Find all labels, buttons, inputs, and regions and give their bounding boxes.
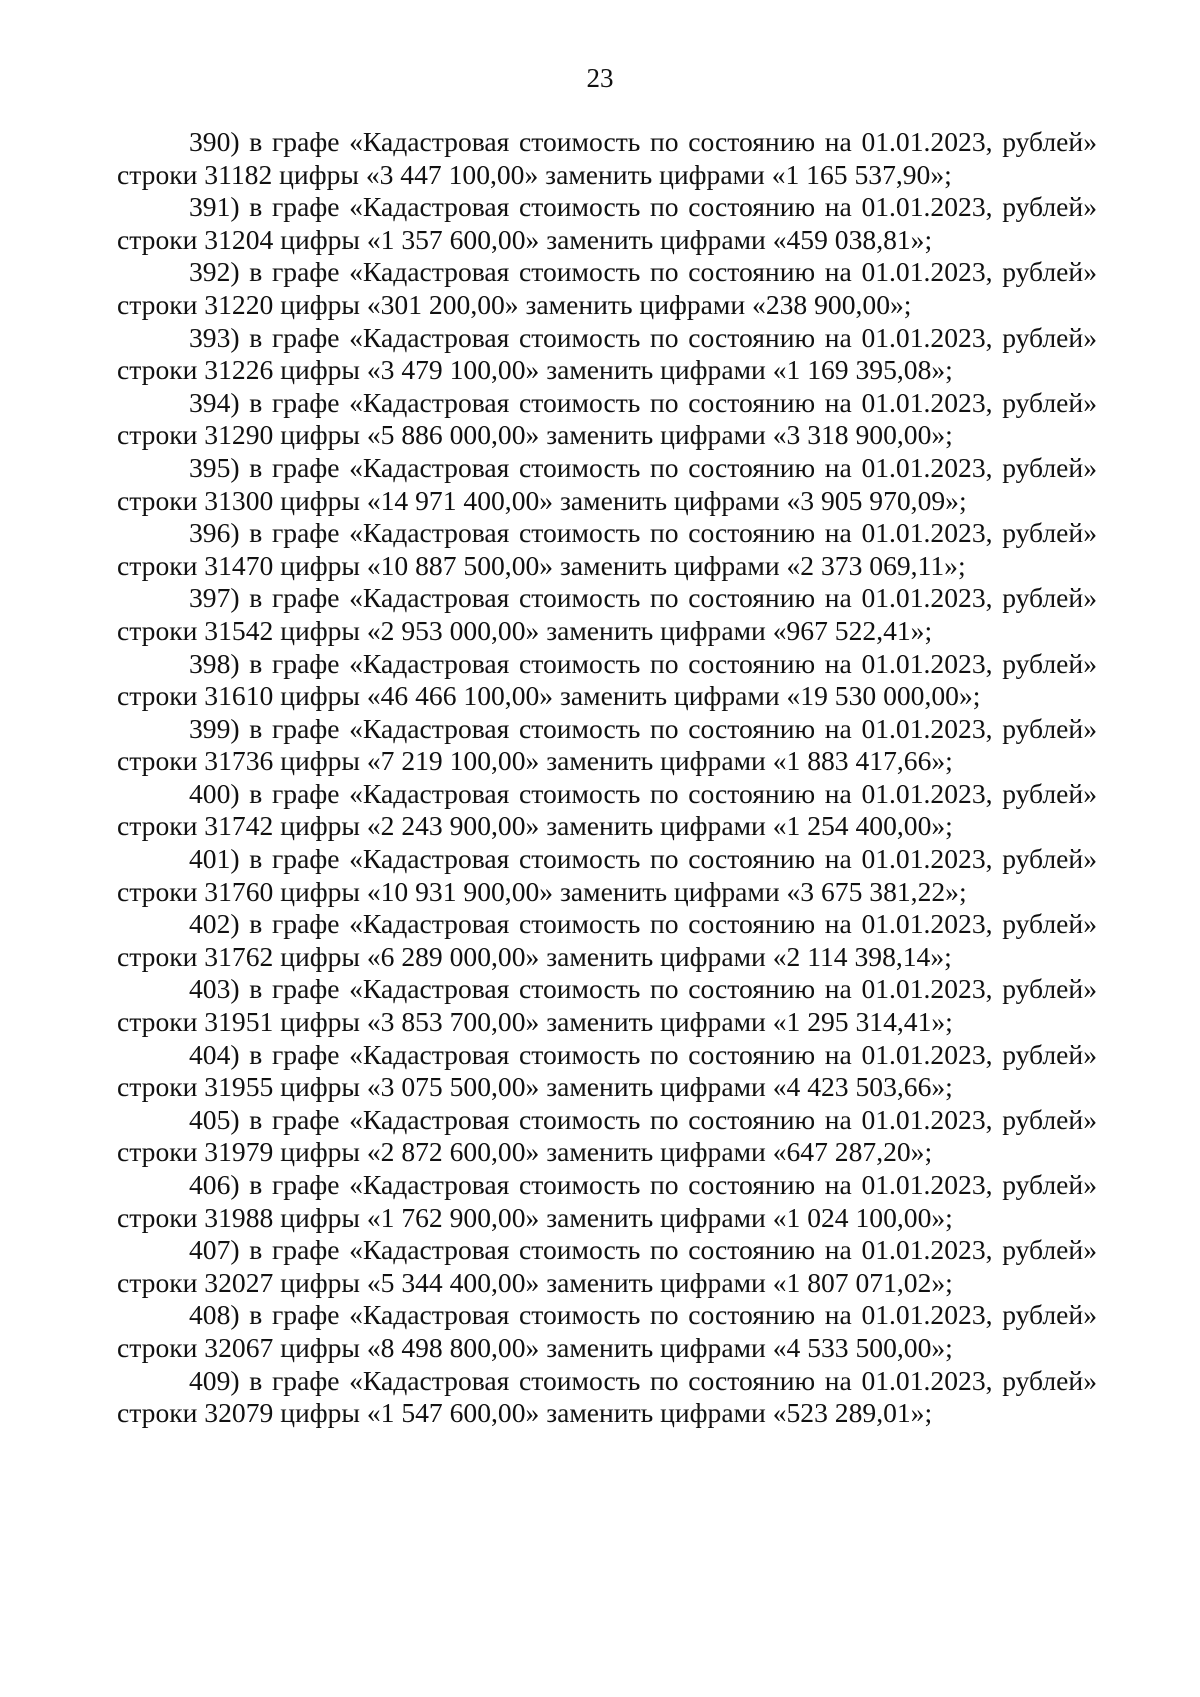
- list-item: 408) в графе «Кадастровая стоимость по состоянию на 01.01.2023, рублей» строки 32067 цифры «8 498 800,00» заменить цифрами «4 533 500,00»;: [117, 1299, 1097, 1363]
- list-item: 391) в графе «Кадастровая стоимость по состоянию на 01.01.2023, рублей» строки 31204 цифры «1 357 600,00» заменить цифрами «459 038,81»;: [117, 191, 1097, 255]
- list-item: 406) в графе «Кадастровая стоимость по состоянию на 01.01.2023, рублей» строки 31988 цифры «1 762 900,00» заменить цифрами «1 024 100,00»;: [117, 1169, 1097, 1233]
- list-item: 400) в графе «Кадастровая стоимость по состоянию на 01.01.2023, рублей» строки 31742 цифры «2 243 900,00» заменить цифрами «1 254 400,00»;: [117, 777, 1097, 842]
- list-item: 403) в графе «Кадастровая стоимость по состоянию на 01.01.2023, рублей» строки 31951 цифры «3 853 700,00» заменить цифрами «1 295 314,41»;: [117, 973, 1097, 1038]
- list-item: 399) в графе «Кадастровая стоимость по состоянию на 01.01.2023, рублей» строки 31736 цифры «7 219 100,00» заменить цифрами «1 883 417,66»;: [117, 712, 1097, 777]
- list-item: 398) в графе «Кадастровая стоимость по состоянию на 01.01.2023, рублей» строки 31610 цифры «46 466 100,00» заменить цифрами «19 530 000,00»;: [117, 647, 1097, 712]
- list-item: 407) в графе «Кадастровая стоимость по состоянию на 01.01.2023, рублей» строки 32027 цифры «5 344 400,00» заменить цифрами «1 807 071,02»;: [117, 1234, 1097, 1298]
- list-item: 409) в графе «Кадастровая стоимость по состоянию на 01.01.2023, рублей» строки 32079 цифры «1 547 600,00» заменить цифрами «523 289,01»;: [117, 1364, 1097, 1429]
- list-item: 396) в графе «Кадастровая стоимость по состоянию на 01.01.2023, рублей» строки 31470 цифры «10 887 500,00» заменить цифрами «2 373 069,11»;: [117, 517, 1097, 581]
- list-item: 390) в графе «Кадастровая стоимость по состоянию на 01.01.2023, рублей» строки 31182 цифры «3 447 100,00» заменить цифрами «1 165 537,90»;: [117, 126, 1097, 190]
- list-item: 402) в графе «Кадастровая стоимость по состоянию на 01.01.2023, рублей» строки 31762 цифры «6 289 000,00» заменить цифрами «2 114 398,14»;: [117, 908, 1097, 972]
- list-item: 394) в графе «Кадастровая стоимость по состоянию на 01.01.2023, рублей» строки 31290 цифры «5 886 000,00» заменить цифрами «3 318 900,00»;: [117, 386, 1097, 451]
- page-number: 23: [586, 63, 614, 93]
- list-item: 405) в графе «Кадастровая стоимость по состоянию на 01.01.2023, рублей» строки 31979 цифры «2 872 600,00» заменить цифрами «647 287,20»;: [117, 1103, 1097, 1168]
- list-item: 401) в графе «Кадастровая стоимость по состоянию на 01.01.2023, рублей» строки 31760 цифры «10 931 900,00» заменить цифрами «3 675 381,22»;: [117, 843, 1097, 907]
- list-item: 395) в графе «Кадастровая стоимость по состоянию на 01.01.2023, рублей» строки 31300 цифры «14 971 400,00» заменить цифрами «3 905 970,09»;: [117, 451, 1097, 516]
- list-item: 393) в графе «Кадастровая стоимость по состоянию на 01.01.2023, рублей» строки 31226 цифры «3 479 100,00» заменить цифрами «1 169 395,08»;: [117, 321, 1097, 386]
- list-item: 397) в графе «Кадастровая стоимость по состоянию на 01.01.2023, рублей» строки 31542 цифры «2 953 000,00» заменить цифрами «967 522,41»;: [117, 582, 1097, 646]
- list-item: 392) в графе «Кадастровая стоимость по состоянию на 01.01.2023, рублей» строки 31220 цифры «301 200,00» заменить цифрами «238 900,00»;: [117, 256, 1097, 320]
- list-item: 404) в графе «Кадастровая стоимость по состоянию на 01.01.2023, рублей» строки 31955 цифры «3 075 500,00» заменить цифрами «4 423 503,66»;: [117, 1038, 1097, 1103]
- document-body: [117, 126, 1097, 1430]
